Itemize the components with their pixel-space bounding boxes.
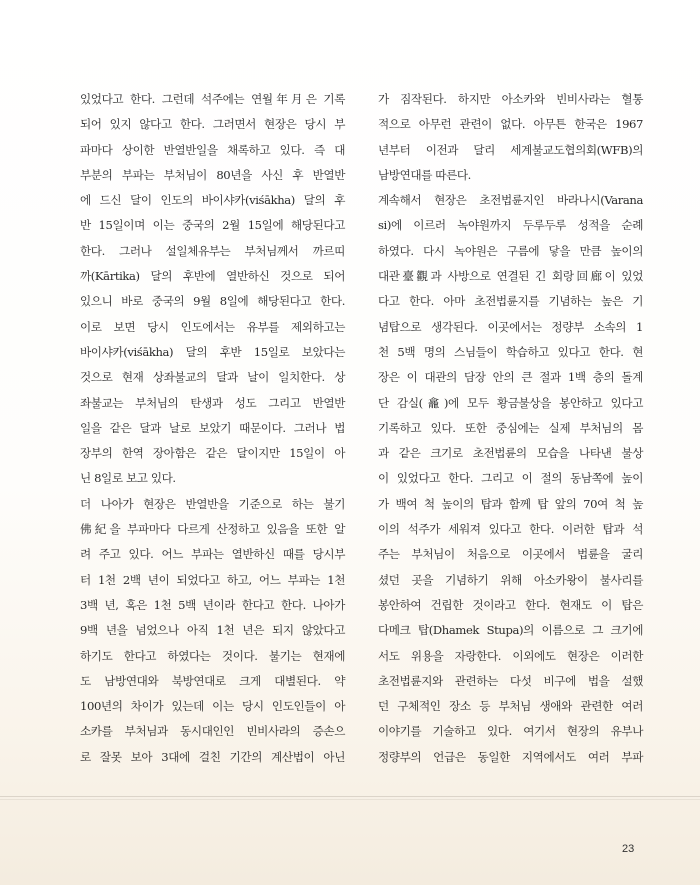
text-line: 닌 8일로 보고 있다. bbox=[80, 471, 176, 486]
left-text-column bbox=[80, 87, 345, 770]
text-line: 하였다. 다시 녹야원은 구름에 닿을 만큼 높이의 bbox=[378, 243, 643, 258]
text-line: 던 구체적인 장소 등 부처님 생애와 관련한 여러 bbox=[378, 699, 643, 714]
text-line: 까(Kārtika) 달의 후반에 열반하신 것으로 되어 bbox=[80, 269, 345, 284]
text-line: 되어 있지 않다고 한다. 그러면서 현장은 당시 부 bbox=[80, 117, 345, 132]
text-line: 100년의 차이가 있는데 이는 당시 인도인들이 아 bbox=[80, 699, 345, 714]
text-line: 다고 한다. 아마 초전법륜지를 기념하는 높은 기 bbox=[378, 294, 643, 309]
text-line: 에 드신 달이 인도의 바이샤카(viśākha) 달의 후 bbox=[80, 193, 345, 208]
text-line: 서도 위용을 자랑한다. 이외에도 현장은 이러한 bbox=[378, 648, 643, 663]
text-line: 주는 부처님이 처음으로 이곳에서 법륜을 굴리 bbox=[378, 547, 643, 562]
text-line: 대관臺觀과 사방으로 연결된 긴 회랑回廊이 있었 bbox=[378, 269, 643, 284]
text-line: 로 잘못 보아 3대에 걸친 기간의 계산법이 아닌 bbox=[80, 749, 345, 764]
text-line: 념탑으로 생각된다. 이곳에서는 정량부 소속의 1 bbox=[378, 319, 643, 334]
text-line: 佛紀을 부파마다 다르게 산정하고 있음을 또한 알 bbox=[80, 522, 345, 537]
text-line: 터 1천 2백 년이 되었다고 하고, 어느 부파는 1천 bbox=[80, 572, 345, 587]
text-line: 과 같은 크기로 초전법륜의 모습을 나타낸 불상 bbox=[378, 446, 643, 461]
text-line: 있었다고 한다. 그런데 석주에는 연월年月은 기록 bbox=[80, 92, 345, 106]
text-line: 적으로 아무런 관련이 없다. 아무튼 한국은 1967 bbox=[378, 117, 643, 132]
text-line: 것으로 현재 상좌불교의 달과 날이 일치한다. 상 bbox=[80, 370, 345, 385]
text-line: 가 짐작된다. 하지만 아소카와 빈비사라는 혈통 bbox=[378, 92, 643, 106]
text-line: 봉안하여 건립한 것이라고 한다. 현재도 이 탑은 bbox=[378, 597, 643, 612]
text-line: 3백 년, 혹은 1천 5백 년이라 한다고 한다. 나아가 bbox=[80, 597, 345, 612]
text-line: 한다. 그러나 설일체유부는 부처님께서 까르띠 bbox=[80, 243, 345, 258]
text-line: 정량부의 언급은 동일한 지역에서도 여러 부파 bbox=[378, 749, 643, 764]
text-line: 도 남방연대와 북방연대로 크게 대별된다. 약 bbox=[80, 673, 345, 688]
text-line: 이야기를 기술하고 있다. 여기서 현장의 유부나 bbox=[378, 724, 643, 739]
text-line: 장부의 한역 장아함은 같은 달이지만 15일이 아 bbox=[80, 446, 345, 461]
text-line: 반 15일이며 이는 중국의 2월 15일에 해당된다고 bbox=[80, 218, 345, 233]
text-line: 좌불교는 부처님의 탄생과 성도 그리고 반열반 bbox=[80, 395, 345, 410]
text-line: 초전법륜지와 관련하는 다섯 비구에 법을 설했 bbox=[378, 673, 643, 688]
text-line: 다메크 탑(Dhamek Stupa)의 이름으로 그 크기에 bbox=[378, 623, 643, 638]
text-line: 소카를 부처님과 동시대인인 빈비사라의 증손으 bbox=[80, 724, 345, 739]
text-line: 려 주고 있다. 어느 부파는 열반하신 때를 당시부 bbox=[80, 547, 345, 562]
page-number: 23 bbox=[622, 843, 635, 855]
text-line: 가 백여 척 높이의 탑과 함께 탑 앞의 70여 척 높 bbox=[378, 496, 643, 511]
text-line: 천 5백 명의 스님들이 학습하고 있다고 한다. 현 bbox=[378, 344, 643, 359]
text-line: 장은 이 대관의 담장 안의 큰 절과 1백 층의 돌계 bbox=[378, 370, 643, 385]
text-line: 부분의 부파는 부처님이 80년을 사신 후 반열반 bbox=[80, 167, 345, 182]
text-line: 남방연대를 따른다. bbox=[378, 167, 471, 182]
right-text-column bbox=[378, 87, 643, 770]
text-line: 하기도 한다고 하였다는 것이다. 불기는 현재에 bbox=[80, 648, 345, 663]
text-line: 있으니 바로 중국의 9월 8일에 해당된다고 한다. bbox=[80, 294, 345, 309]
text-line: 이로 보면 당시 인도에서는 유부를 제외하고는 bbox=[80, 319, 345, 334]
footer-divider-secondary bbox=[0, 799, 700, 800]
text-line: 기록하고 있다. 또한 중심에는 실제 부처님의 몸 bbox=[378, 420, 643, 435]
text-line: 계속해서 현장은 초전법륜지인 바라나시(Varana bbox=[378, 193, 643, 208]
footer-divider bbox=[0, 796, 700, 797]
text-line: 이의 석주가 세워져 있다고 한다. 이러한 탑과 석 bbox=[378, 522, 643, 537]
text-line: 일을 같은 달과 날로 보았기 때문이다. 그러나 법 bbox=[80, 420, 345, 435]
text-line: 더 나아가 현장은 반열반을 기준으로 하는 불기 bbox=[80, 496, 345, 511]
text-line: 이 있었다고 한다. 그리고 이 절의 동남쪽에 높이 bbox=[378, 471, 643, 486]
text-line: 셨던 곳을 기념하기 위해 아소카왕이 불사리를 bbox=[378, 572, 643, 587]
text-line: si)에 이르러 녹야원까지 두루두루 성적을 순례 bbox=[378, 218, 643, 233]
text-line: 단 감실(龕)에 모두 황금불상을 봉안하고 있다고 bbox=[378, 395, 643, 410]
text-line: 파마다 상이한 반열반일을 채록하고 있다. 즉 대 bbox=[80, 142, 345, 157]
text-line: 바이샤카(viśākha) 달의 후반 15일로 보았다는 bbox=[80, 344, 345, 359]
text-line: 년부터 이전과 달리 세계불교도협의회(WFB)의 bbox=[378, 142, 643, 157]
text-line: 9백 년을 넘었으나 아직 1천 년은 되지 않았다고 bbox=[80, 623, 345, 638]
